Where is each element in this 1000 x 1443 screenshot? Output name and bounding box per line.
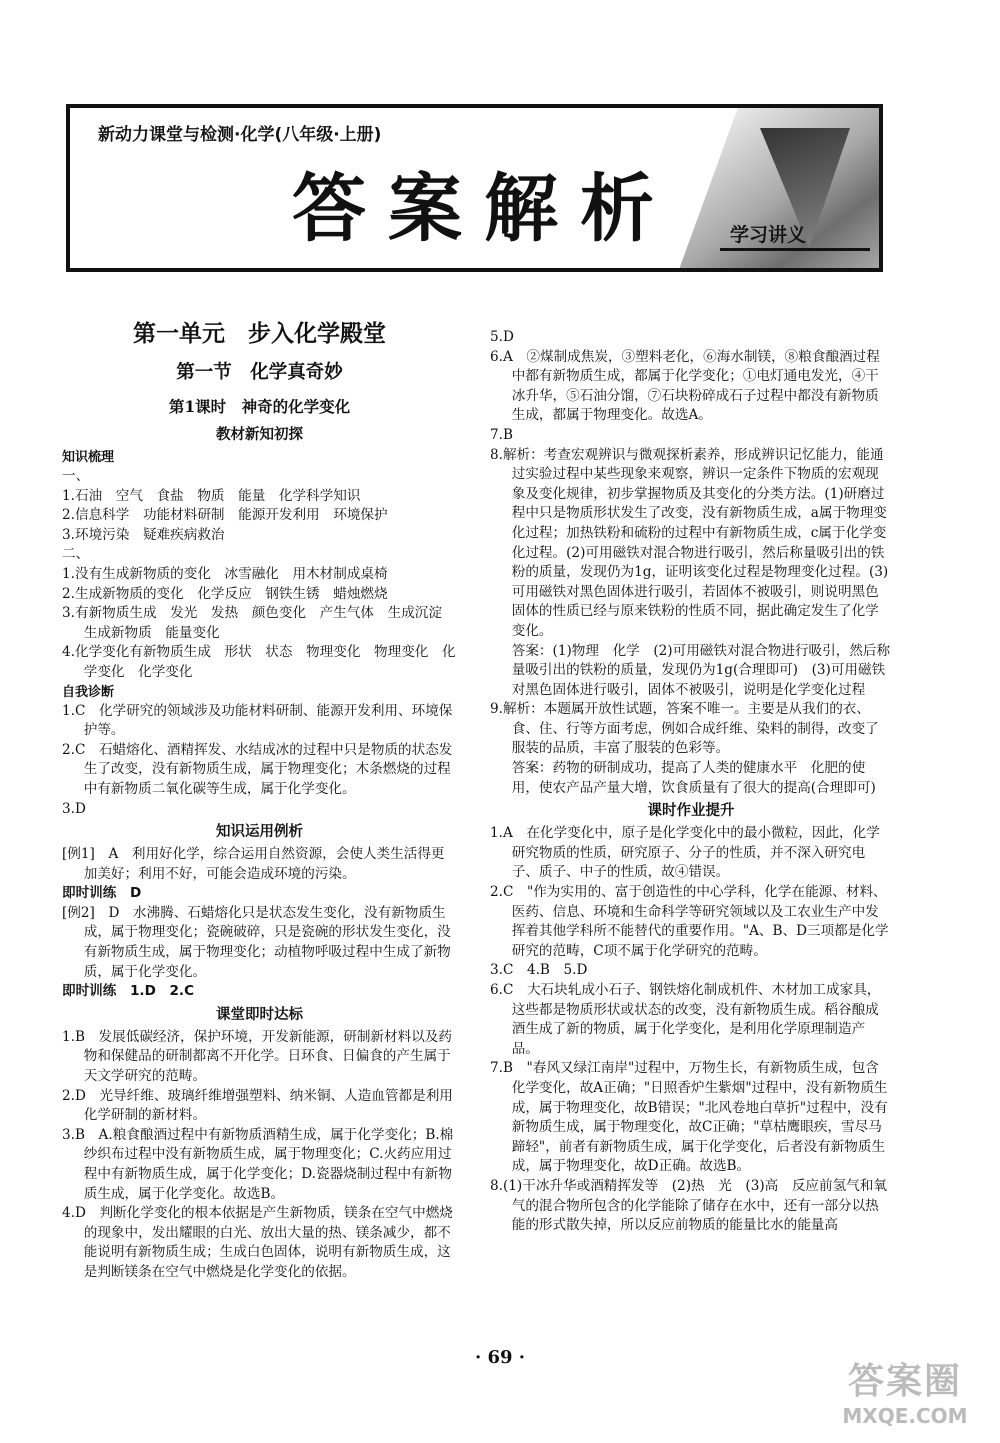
list-item: 2.生成新物质的变化 化学反应 钢铁生锈 蜡烛燃烧: [62, 585, 388, 602]
watermark-url: MXQE.COM: [842, 1404, 968, 1428]
answer-item: 2.C "作为实用的、富于创造性的中心学科，化学在能源、材料、医药、信息、环境和生命科学等研究领域以及工农业生产中发挥着其他学科所不能替代的重要作用。"A、B、D三项都是化学研究的范畴，C项不属于化学研究的范畴。: [490, 884, 889, 959]
answer-item: 1.A 在化学变化中，原子是化学变化中的最小微粒，因此，化学研究物质的性质，研究原子、分子的性质，并不深入研究电子、质子、中子的性质，故④错误。: [490, 825, 880, 881]
answer-item: 3.B A.粮食酿酒过程中有新物质酒精生成，属于化学变化；B.棉纱织布过程中没有新物质生成，属于物理变化；C.火药应用过程中有新物质生成，属于化学变化；D.瓷器烧制过程中有新物质生成，属于化学变化。故选B。: [62, 1126, 454, 1202]
example-item: [例2] D 水沸腾、石蜡熔化只是状态发生变化，没有新物质生成，属于物理变化；瓷碗破碎，只是瓷碗的形状发生变化，没有新物质生成，属于物理变化；动植物呼吸过程中生成了新物质，属于化学变化。: [62, 904, 451, 980]
answer-item: 8.(1)干冰升华或酒精挥发等 (2)热 光 (3)高 反应前氢气和氧气的混合物所包含的化学能除了储存在水中，还有一部分以热能的形式散失掉，所以反应前物质的能量比水的能量高: [490, 1177, 887, 1234]
answer-item: 3.C 4.B 5.D: [490, 962, 588, 979]
list-item: 一、: [62, 468, 90, 484]
answer-item: 5.D: [490, 329, 514, 345]
list-item: 2.信息科学 功能材料研制 能源开发利用 环境保护: [62, 507, 388, 524]
section-title: 第一节 化学真奇妙: [176, 362, 343, 383]
answer-explanation: 9.解析：本题属开放性试题，答案不唯一。主要是从我们的衣、食、住、行等方面考虑，例如合成纤维、染料的制得，改变了服装的品质，丰富了服装的色彩等。: [490, 701, 879, 757]
list-item: 4.化学变化有新物质生成 形状 状态 物理变化 物理变化 化学变化 化学变化: [62, 644, 456, 680]
answer-item: 2.D 光导纤维、玻璃纤维增强塑料、纳米铜、人造血管都是利用化学研制的新材料。: [62, 1087, 453, 1124]
answer-explanation: 8.解析：考查宏观辨识与微观探析素养，形成辨识记忆能力，能通过实验过程中某些现象来观察，辨识一定条件下物质的宏观现象及变化规律，初步掌握物质及其变化的分类方法。(1)研磨过程中只是物质形状发生了改变，没有新物质生成，a属于物理变化过程；加热铁粉和硫粉的过程中有新物质生成，c属于化学变化过程。(2)可用磁铁对混合物进行吸引，然后称量吸引出的铁粉的质量，发现仍为1g，证明该变化过程是物理变化过程。(3)可用磁铁对黑色固体进行吸引，若固体不被吸引，则说明黑色固体的性质已经与原来铁粉的性质不同，据此确定发生了化学变化。: [490, 446, 889, 639]
answer-item: 6.A ②煤制成焦炭，③塑料老化，⑥海水制镁，⑧粮食酿酒过程中都有新物质生成，都属于化学变化；①电灯通电发光，④干冰升华，⑤石油分馏，⑦石块粉碎成石子过程中都没有新物质生成，都属于物理变化。故选A。: [490, 348, 880, 424]
answer-item: 7.B: [490, 426, 513, 443]
answer-item: 7.B "春风又绿江南岸"过程中，万物生长，有新物质生成，包含化学变化，故A正确；"日照香炉生紫烟"过程中，没有新物质生成，属于物理变化，故B错误；"北风卷地白草折"过程中，没有新物质生成，属于物理变化，故C正确；"草枯鹰眼疾，雪尽马蹄轻"，前者有新物质生成，属于化学变化，后者没有新物质生成，属于物理变化，故D正确。故选B。: [490, 1060, 888, 1175]
section-tag: 学习讲义: [730, 224, 807, 246]
subsection-heading: 课时作业提升: [647, 802, 735, 820]
answer-item: 2.C 石蜡熔化、酒精挥发、水结成冰的过程中只是物质的状态发生了改变，没有新物质生成，属于物理变化；木条燃烧的过程中有新物质二氧化碳等生成，属于化学变化。: [62, 741, 453, 797]
answer-item: 1.C 化学研究的领域涉及功能材料研制、能源开发利用、环境保护等。: [62, 702, 453, 739]
list-item: 1.没有生成新物质的变化 冰雪融化 用木材制成桌椅: [62, 565, 388, 582]
answer-item: 1.B 发展低碳经济，保护环境，开发新能源，研制新材料以及药物和保健品的研制都离不开化学。日环食、日偏食的产生属于天文学研究的范畴。: [62, 1028, 452, 1085]
header-banner: [66, 104, 883, 272]
right-column: [490, 328, 892, 1236]
subsection-heading: 教材新知初探: [216, 426, 303, 443]
label-heading: 知识梳理: [62, 450, 115, 465]
answer-item: 3.D: [62, 800, 86, 817]
list-item: 1.石油 空气 食盐 物质 能量 化学科学知识: [62, 487, 361, 504]
answer-item: 6.C 大石块轧成小石子、钢铁熔化制成机件、木材加工成家具，这些都是物质形状或状态的改变，没有新物质生成。稻谷酿成酒生成了新的物质，属于化学变化，是利用化学原理制造产品。: [490, 982, 881, 1057]
practice-line: 即时训练 D: [62, 885, 142, 902]
answer-text: 答案：药物的研制成功，提高了人类的健康水平 化肥的使用，使农产品产量大增，饮食质量有了很大的提高(合理即可): [511, 760, 876, 796]
subsection-heading: 知识运用例析: [216, 823, 303, 841]
lesson-title: 第1课时 神奇的化学变化: [168, 397, 351, 416]
book-subtitle: 新动力课堂与检测·化学(八年级·上册): [98, 125, 382, 145]
page-number: · 69 ·: [474, 1347, 526, 1368]
list-item: 二、: [62, 546, 90, 563]
watermark-text: 答案圈: [847, 1361, 962, 1402]
divider: [720, 248, 870, 251]
unit-title: 第一单元 步入化学殿堂: [133, 320, 386, 347]
watermark-logo: [820, 1360, 990, 1428]
example-item: [例1] A 利用好化学，综合运用自然资源，会使人类生活得更加美好；利用不好，可能会造成环境的污染。: [62, 846, 445, 882]
answer-text: 答案：(1)物理 化学 (2)可用磁铁对混合物进行吸引，然后称量吸引出的铁粉的质量，发现仍为1g(合理即可) (3)可用磁铁对黑色固体进行吸引，固体不被吸引，说明是化学变化过程: [511, 642, 891, 698]
list-item: 3.有新物质生成 发光 发热 颜色变化 产生气体 生成沉淀 生成新物质 能量变化: [62, 605, 456, 641]
subsection-heading: 课堂即时达标: [216, 1005, 303, 1023]
left-column: [62, 318, 457, 1283]
answer-item: 4.D 判断化学变化的根本依据是产生新物质，镁条在空气中燃烧的现象中，发出耀眼的白光、放出大量的热、镁条减少，都不能说明有新物质生成；生成白色固体，说明有新物质生成，这是判断镁条在空气中燃烧是化学变化的依据。: [62, 1205, 453, 1280]
page-title: 答案解析: [292, 166, 676, 252]
list-item: 3.环境污染 疑难疾病救治: [62, 526, 225, 543]
label-heading: 自我诊断: [62, 684, 115, 700]
practice-line: 即时训练 1.D 2.C: [62, 983, 195, 1000]
